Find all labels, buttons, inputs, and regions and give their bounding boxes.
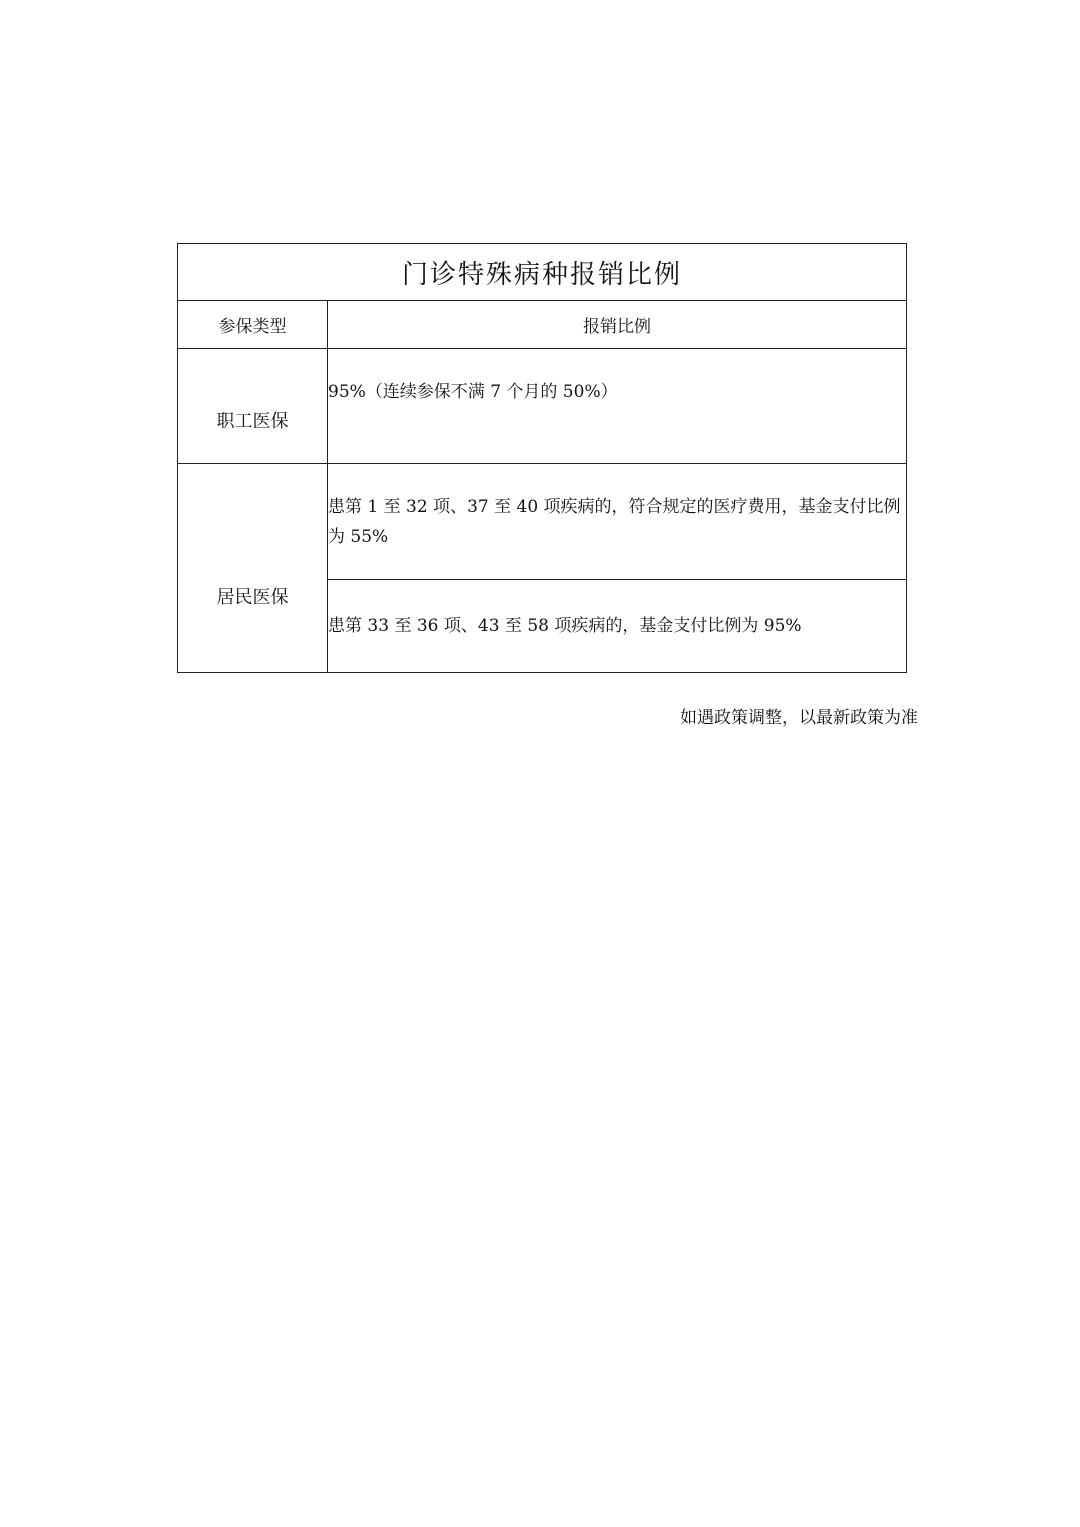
header-insurance-type: 参保类型 — [178, 301, 328, 349]
header-row — [178, 301, 907, 349]
reimbursement-table — [177, 243, 907, 673]
ratio-resident-1: 患第 1 至 32 项、37 至 40 项疾病的，符合规定的医疗费用，基金支付比例为 55% — [328, 464, 907, 580]
insurance-type-label: 职工医保 — [216, 411, 289, 432]
policy-footnote: 如遇政策调整，以最新政策为准 — [680, 708, 918, 728]
ratio-employee — [328, 349, 907, 464]
table-title: 门诊特殊病种报销比例 — [178, 244, 907, 301]
table-row-employee — [178, 349, 907, 464]
title-row — [178, 244, 907, 301]
insurance-type-label: 居民医保 — [216, 587, 289, 608]
header-reimbursement-ratio: 报销比例 — [328, 301, 907, 349]
insurance-type-resident — [178, 464, 328, 673]
insurance-type-employee — [178, 349, 328, 464]
ratio-text: 95%（连续参保不满 7 个月的 50%） — [328, 382, 618, 402]
ratio-resident-2: 患第 33 至 36 项、43 至 58 项疾病的，基金支付比例为 95% — [328, 580, 907, 673]
table-row-resident — [178, 464, 907, 580]
